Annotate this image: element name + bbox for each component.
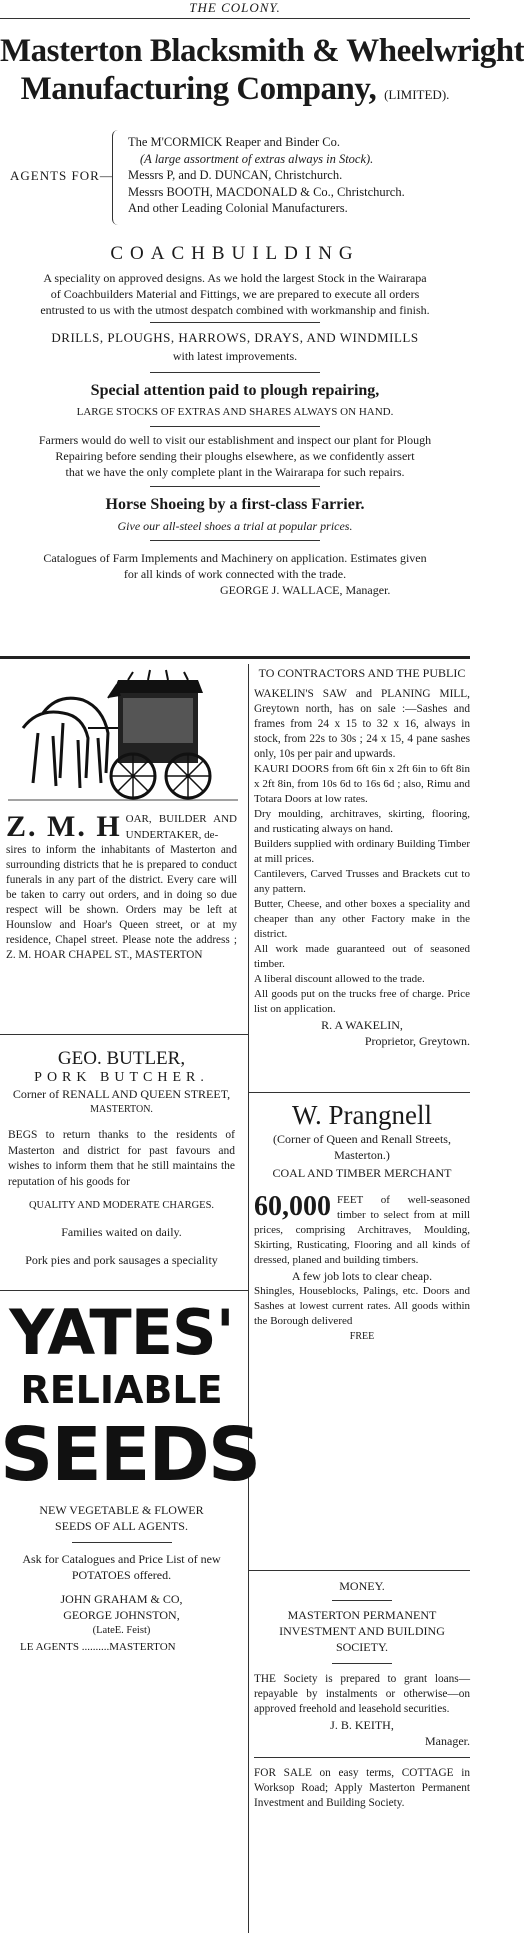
butler-address: Corner of RENALL AND QUEEN STREET,	[12, 1087, 231, 1101]
special-sub: LARGE STOCKS OF EXTRAS AND SHARES ALWAYS ON HAND.	[76, 406, 394, 418]
yates-ask: Ask for Catalogues and Price List of new POTATOES offered.	[22, 1552, 221, 1582]
farmers-line: Farmers would do well to visit our establishment and inspect our plant for Plough	[38, 433, 432, 447]
money-title: MONEY.	[339, 1579, 385, 1593]
yates-new	[0, 1498, 243, 1534]
farmers-line: Repairing before sending their ploughs elsewhere, as we confidently assert	[55, 449, 415, 463]
divider	[72, 1542, 172, 1543]
coach-text	[0, 270, 470, 318]
butler-body: BEGS to return thanks to the residents of Masterton and district for past favours and wishes to inform them that he still maintains the reputation of his goods for	[8, 1129, 235, 1188]
hoar-ad	[0, 812, 243, 963]
wakelin-sign: R. A WAKELIN,	[321, 1018, 403, 1032]
yates-new-line: NEW VEGETABLE & FLOWER	[39, 1503, 204, 1517]
catalogues-line: Catalogues of Farm Implements and Machinery on application. Estimates given	[43, 551, 427, 565]
farmers-text	[0, 432, 470, 480]
wakelin-goods: All goods put on the trucks free of charge. Price list on application.	[254, 988, 470, 1015]
yates-agent: JOHN GRAHAM & CO,	[60, 1592, 183, 1606]
wakelin-header: TO CONTRACTORS AND THE PUBLIC	[258, 666, 466, 680]
divider	[332, 1600, 392, 1601]
prangnell-trade: COAL AND TIMBER MERCHANT	[272, 1166, 452, 1180]
divider	[150, 486, 320, 487]
butler-quality: QUALITY AND MODERATE CHARGES.	[28, 1200, 215, 1211]
hearse-illustration	[8, 668, 238, 808]
money-sign2: Manager.	[425, 1734, 470, 1748]
divider	[332, 1663, 392, 1664]
drills-heading: DRILLS, PLOUGHS, HARROWS, DRAYS, AND WINDMILLS	[51, 330, 419, 345]
divider	[150, 540, 320, 541]
catalogues-line: for all kinds of work connected with the trade.	[123, 567, 347, 581]
butler-name: GEO. BUTLER,	[57, 1048, 186, 1069]
divider	[0, 18, 470, 19]
running-head: THE COLONY.	[189, 0, 281, 15]
coach-line: entrusted to us with the utmost despatch combined with workmanship and finish.	[40, 303, 430, 317]
farmers-line: that we have the only complete plant in the Wairarapa for such repairs.	[65, 465, 405, 479]
masterton-title-2-text: Manufacturing Company,	[20, 71, 377, 107]
prangnell-shingles: Shingles, Houseblocks, Palings, etc. Doors and Sashes at lowest current rates. All goods within the Borough delivered	[254, 1285, 470, 1327]
column-divider	[248, 664, 249, 1933]
limited-label: (LIMITED).	[384, 87, 450, 102]
coach-line: A speciality on approved designs. As we hold the largest Stock in the Wairarapa	[43, 271, 427, 285]
prangnell-ad	[254, 1100, 470, 1345]
money-ad	[254, 1578, 470, 1811]
yates-agent: LE AGENTS ..........MASTERTON	[20, 1641, 176, 1653]
yates-word: YATES'	[9, 1296, 234, 1369]
wakelin-sign2: Proprietor, Greytown.	[364, 1034, 470, 1048]
wakelin-cantilevers: Cantilevers, Carved Trusses and Brackets cut to any pattern.	[254, 868, 470, 895]
agent-line: Messrs BOOTH, MACDONALD & Co., Christchurch.	[128, 184, 405, 199]
money-society: MASTERTON PERMANENT INVESTMENT AND BUILDING SOCIETY.	[279, 1608, 445, 1654]
money-body: THE Society is prepared to grant loans—repayable by instalments or otherwise—on approved freehold and leasehold securities.	[254, 1673, 470, 1715]
divider	[150, 322, 320, 323]
masterton-title-2	[0, 72, 470, 112]
reliable-word: RELIABLE	[20, 1368, 223, 1412]
manager-sign: GEORGE J. WALLACE, Manager.	[220, 583, 391, 597]
prangnell-free: FREE	[349, 1331, 375, 1342]
horse-heading: Horse Shoeing by a first-class Farrier.	[105, 496, 365, 513]
wakelin-kauri: KAURI DOORS from 6ft 6in x 2ft 6in to 6ft 8in x 2ft 8in, from 10s 6d to 16s 6d ; also, Rimu and Totara Doors at low rates.	[254, 763, 470, 805]
agent-line: The M'CORMICK Reaper and Binder Co.	[128, 135, 340, 149]
coachbuilding-heading: COACHBUILDING	[110, 243, 360, 264]
agent-line: (A large assortment of extras always in Stock).	[140, 151, 374, 166]
special-heading: Special attention paid to plough repairing,	[90, 382, 380, 399]
prangnell-name: W. Prangnell	[292, 1100, 432, 1130]
butler-trade: PORK BUTCHER.	[34, 1070, 209, 1085]
prangnell-lots: A few job lots to clear cheap.	[291, 1269, 433, 1283]
masterton-title-1: Masterton Blacksmith & Wheelwright	[0, 33, 524, 69]
prangnell-offer	[254, 1193, 470, 1268]
drills-sub: with latest improvements.	[172, 349, 298, 363]
money-sign: J. B. KEITH,	[330, 1718, 394, 1732]
butler-families: Families waited on daily.	[61, 1225, 182, 1239]
wakelin-dry: Dry moulding, architraves, skirting, flooring, and rusticating always on hand.	[254, 808, 470, 835]
yates-ad	[0, 1296, 260, 1655]
wakelin-discount: A liberal discount allowed to the trade.	[254, 973, 425, 985]
hoar-initials: Z. M. H	[6, 810, 122, 843]
divider	[0, 1034, 248, 1035]
agent-line: Messrs P, and D. DUNCAN, Christchurch.	[128, 168, 343, 182]
wakelin-butter: Butter, Cheese, and other boxes a speciality and cheaper than any other Factory make in the district.	[254, 898, 470, 940]
yates-new-line: SEEDS OF ALL AGENTS.	[55, 1519, 188, 1533]
hoar-head: OAR, BUILDER AND UNDERTAKER, de-	[125, 813, 237, 841]
agents-list	[128, 134, 405, 217]
horse-sub: Give our all-steel shoes a trial at popular prices.	[117, 519, 353, 533]
hoar-body: sires to inform the inhabitants of Masterton and surrounding districts that he is prepared to conduct funerals in any part of the district. Every care will be taken to carry out orders, and in doing so due respect will be shown. Orders may be left at Hounslow and Hoar's Queen street, or at my residence, Chapel street. Please note the address ; Z. M. HOAR CHAPEL ST., MASTERTON	[6, 844, 237, 961]
divider	[150, 372, 320, 373]
wakelin-builders: Builders supplied with ordinary Building Timber at mill prices.	[254, 838, 470, 865]
sixty-thousand: 60,000	[254, 1191, 331, 1222]
prangnell-address: (Corner of Queen and Renall Streets, Masterton.)	[273, 1132, 451, 1162]
seeds-word: SEEDS	[0, 1412, 260, 1498]
divider	[254, 1757, 470, 1758]
agent-line: And other Leading Colonial Manufacturers.	[128, 201, 348, 215]
wakelin-body: WAKELIN'S SAW and PLANING MILL, Greytown north, has on sale :—Sashes and frames from 24 x 15 to 32 x 16, always in stock, from 22s to 30s ; 24 x 15, 4 pane sashes only, 10s per pair and upwards.	[254, 688, 470, 760]
butler-pies: Pork pies and pork sausages a speciality	[25, 1253, 218, 1267]
butler-town: MASTERTON.	[90, 1104, 153, 1115]
thick-divider	[0, 656, 470, 659]
divider	[0, 1290, 248, 1291]
divider	[248, 1570, 470, 1571]
divider	[248, 1092, 470, 1093]
brace	[112, 130, 121, 225]
prangnell-body: FEET of well-seasoned timber to select from at mill prices, comprising Architraves, Moulding, Skirting, Rusticating, Flooring and all kinds of dressed, planed and building timbers.	[254, 1194, 470, 1266]
yates-agent: (LateE. Feist)	[92, 1625, 151, 1636]
wakelin-work: All work made guaranteed out of seasoned timber.	[254, 943, 470, 970]
agents-label: AGENTS FOR—	[10, 168, 114, 183]
butler-ad	[0, 1048, 243, 1268]
coach-line: of Coachbuilders Material and Fittings, we are prepared to execute all orders	[50, 287, 420, 301]
wakelin-ad	[254, 666, 470, 1049]
agents-block	[0, 120, 470, 235]
catalogues-text	[0, 550, 470, 582]
money-forsale: FOR SALE on easy terms, COTTAGE in Worksop Road; Apply Masterton Permanent Investment and Building Society.	[254, 1767, 470, 1809]
yates-agent: GEORGE JOHNSTON,	[63, 1608, 180, 1622]
divider	[150, 426, 320, 427]
